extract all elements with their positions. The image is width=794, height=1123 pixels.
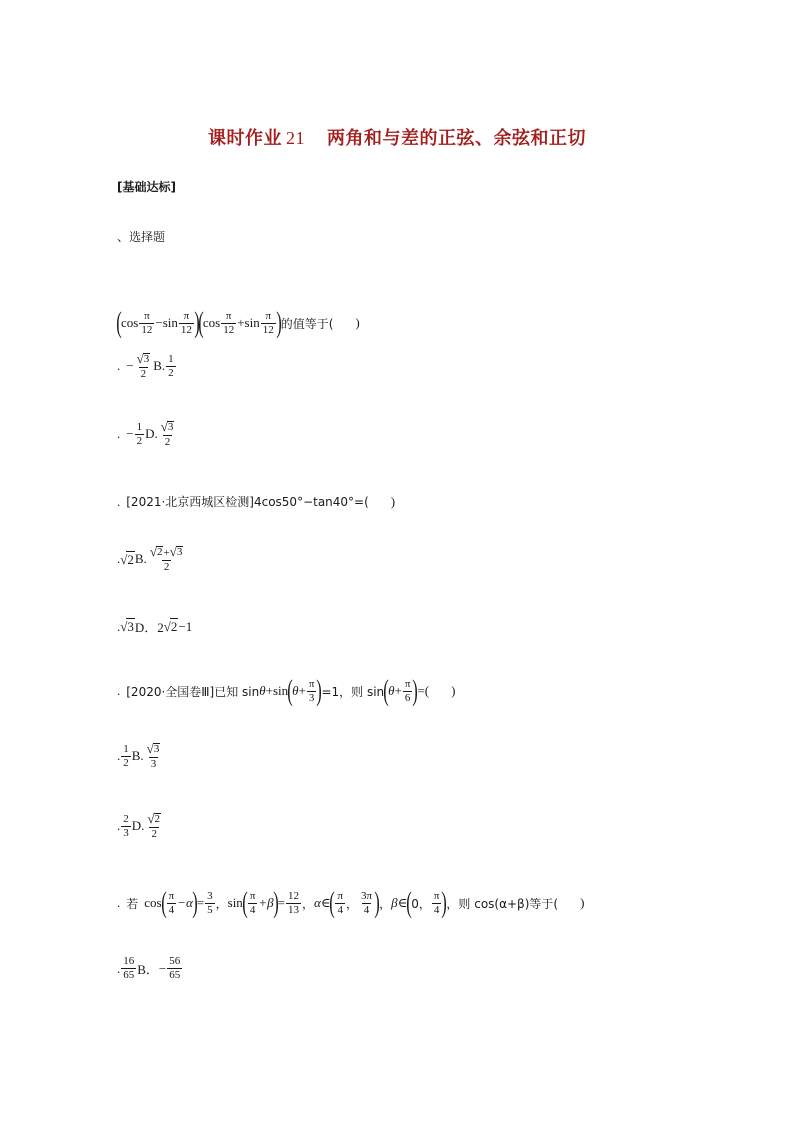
fraction: $\frac{56}{65}$ bbox=[169, 955, 181, 981]
fraction: √ 2 2 bbox=[147, 811, 161, 840]
question-1: ( cos $\frac{\pi}{12}$ − sin $\frac{\pi}{12}$ ) ( cos $\frac{\pi}{12}$ + sin $\frac{\pi}{12}$ ) 的值等于( ) bbox=[116, 306, 360, 339]
question-2-options-cd: . √ 3 D．2 √ 2 −1 bbox=[117, 618, 193, 635]
question-2-options-ab: . √ 2 B. √ 2 + √ 3 2 bbox=[117, 545, 186, 573]
fraction: $\frac{\pi}{3}$ bbox=[308, 677, 315, 704]
fraction: $\frac{\pi}{6}$ bbox=[404, 677, 411, 704]
question-2: . [2021·北京西城区检测]4cos50°−tan40°=( ) bbox=[117, 493, 396, 509]
fraction: $\frac{3\pi}{4}$ bbox=[361, 889, 373, 916]
fraction: $\frac{\pi}{12}$ bbox=[180, 309, 192, 336]
fraction: $\frac{\pi}{12}$ bbox=[223, 309, 235, 336]
part-heading: 、选择题 bbox=[117, 230, 166, 244]
question-1-options-ab: . − √ 3 2 B. $\frac{1}{2}$ bbox=[117, 351, 174, 380]
fraction: $\frac{1}{2}$ bbox=[123, 742, 129, 769]
fraction: $\frac{\pi}{12}$ bbox=[141, 309, 153, 336]
fraction: √ 2 + √ 3 2 bbox=[149, 544, 183, 573]
lesson-number: 21 bbox=[286, 128, 305, 148]
fraction: $\frac{1}{2}$ bbox=[168, 352, 174, 379]
question-4-options-ab: . $\frac{16}{65}$ B． − $\frac{56}{65}$ bbox=[117, 955, 181, 981]
fraction: √ 3 3 bbox=[146, 741, 160, 770]
fraction: $\frac{2}{3}$ bbox=[123, 812, 129, 839]
page-title: 课时作业 21 两角和与差的正弦、余弦和正切 bbox=[208, 128, 586, 149]
fraction: $\frac{1}{2}$ bbox=[136, 420, 143, 447]
fraction: √ 3 2 bbox=[136, 351, 150, 380]
fraction: $\frac{\pi}{4}$ bbox=[433, 889, 440, 916]
fraction: $\frac{\pi}{12}$ bbox=[262, 309, 274, 336]
fraction: $\frac{\pi}{4}$ bbox=[168, 889, 175, 916]
section-heading: [基础达标] bbox=[117, 180, 176, 194]
question-4: . 若 cos ( $\frac{\pi}{4}$ −α ) = $\frac{3}{5}$ ， sin ( $\frac{\pi}{4}$ +β ) = $\frac{12}{13}$ ， α ∈ ( $\frac{\pi}{4}$ ， $\frac{3\pi}{4}$ ) ， β ∈ ( 0， $\frac{\pi}{4}$ ) ，则 cos(α+β)等于( ) bbox=[117, 886, 585, 919]
question-3-options-ab: . $\frac{1}{2}$ B. √ 3 3 bbox=[117, 742, 163, 770]
question-3: . [2020·全国卷Ⅲ]已知 sin θ + sin ( θ + $\frac{\pi}{3}$ ) =1，则 sin ( θ + $\frac{\pi}{6}$ ) =( ) bbox=[117, 674, 456, 707]
fraction: $\frac{16}{65}$ bbox=[123, 955, 135, 981]
fraction: $\frac{3}{5}$ bbox=[207, 889, 213, 916]
question-3-options-cd: . $\frac{2}{3}$ D. √ 2 2 bbox=[117, 812, 164, 840]
fraction: $\frac{\pi}{4}$ bbox=[249, 889, 256, 916]
fraction: √ 3 2 bbox=[160, 419, 174, 448]
question-1-options-cd: . − $\frac{1}{2}$ D. √ 3 2 bbox=[117, 420, 177, 448]
fraction: $\frac{12}{13}$ bbox=[287, 889, 299, 916]
fraction: $\frac{\pi}{4}$ bbox=[337, 889, 343, 916]
